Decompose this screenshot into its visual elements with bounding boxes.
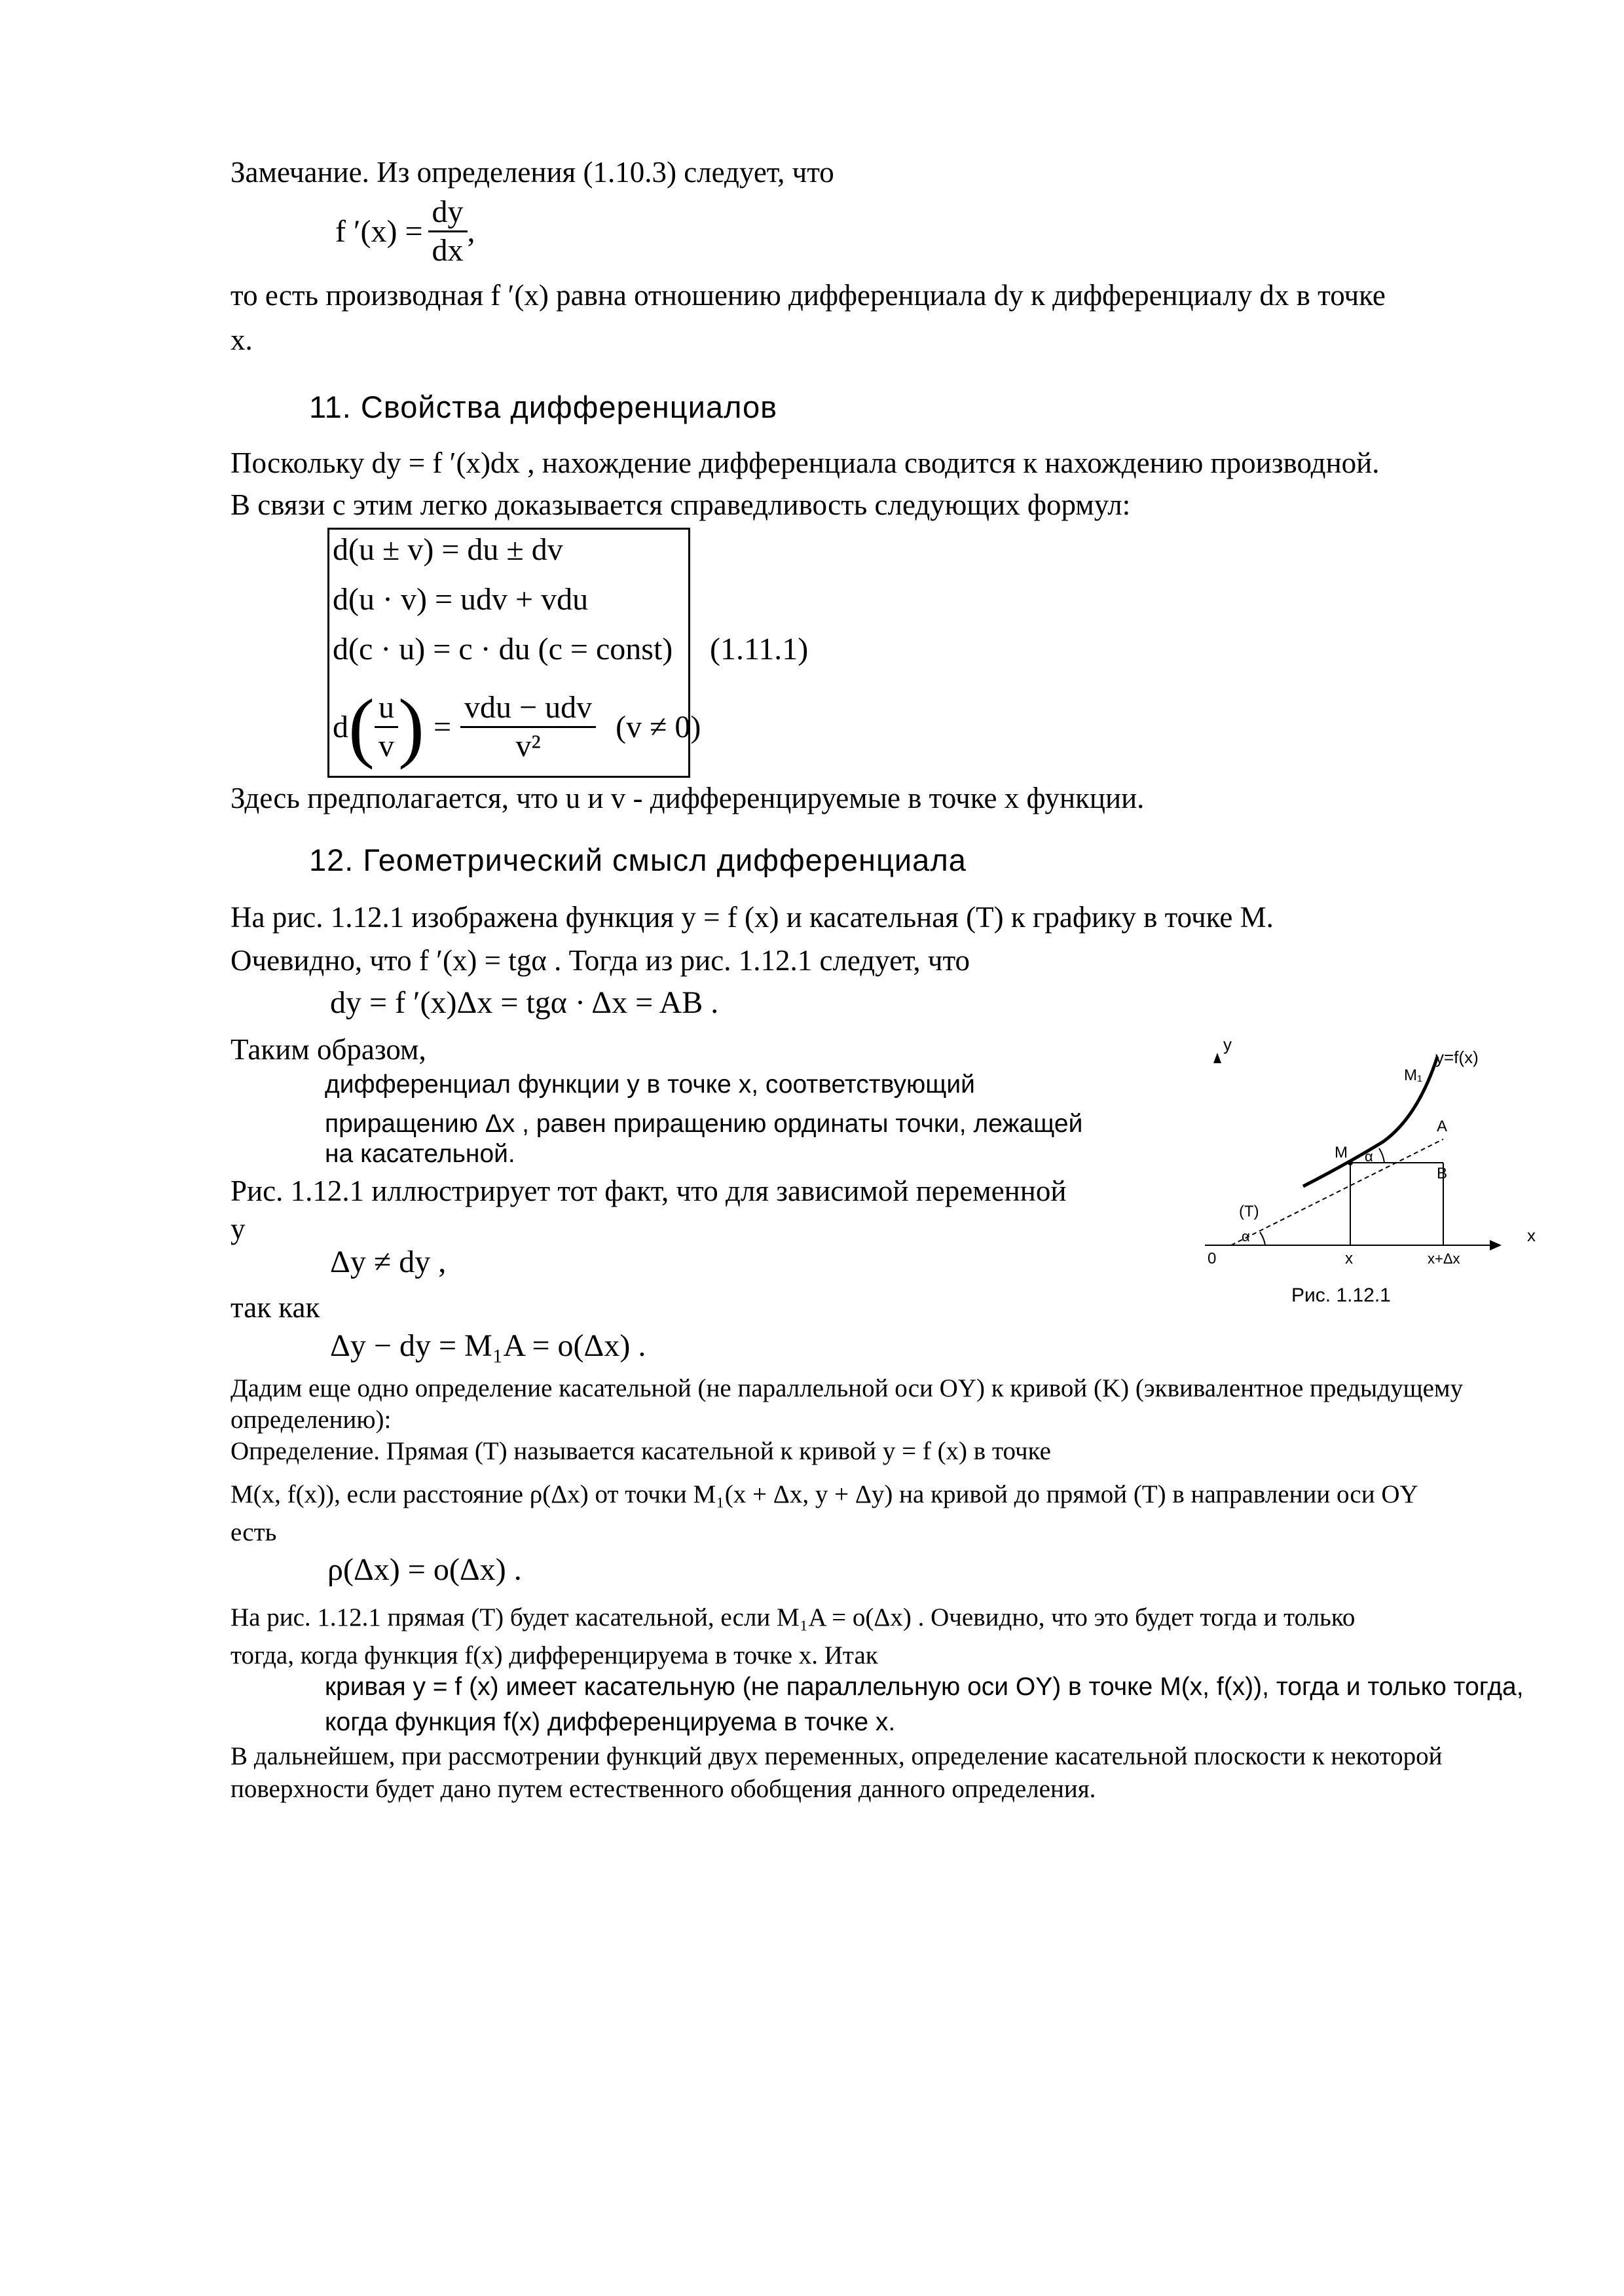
quotient-d: d (333, 709, 348, 744)
formula-lhs: f ′(x) = (335, 214, 423, 249)
formula-quotient (333, 683, 701, 770)
section-12-line1: На рис. 1.12.1 изображена функция y = f (x) и касательная (T) к графику в точке M. (231, 901, 1274, 934)
m1-label: M₁ (1404, 1066, 1423, 1084)
section-12-formula1: dy = f ′(x)Δx = tgα · Δx = AB . (330, 985, 719, 1020)
alpha-label-origin: α (1242, 1228, 1250, 1245)
section-11-heading: 11. Свойства дифференциалов (309, 390, 778, 424)
section-11-line2: В связи с этим легко доказывается справедливость следующих формул: (231, 488, 1131, 521)
quotient-condition: (v ≠ 0) (616, 709, 701, 744)
section-11-note: Здесь предполагается, что u и v - дифференцируемые в точке x функции. (231, 782, 1145, 814)
t-label: (T) (1239, 1203, 1259, 1220)
formula-product: d(u · v) = udv + vdu (333, 582, 589, 617)
a-label: A (1437, 1118, 1448, 1135)
left-paren: ( (348, 683, 375, 770)
statement-line1: дифференциал функции y в точке x, соответствующий (325, 1070, 975, 1099)
statement-line3: на касательной. (325, 1140, 515, 1168)
origin-label: 0 (1208, 1250, 1217, 1267)
quotient-eq: = (433, 709, 452, 744)
m-label: M (1335, 1144, 1348, 1161)
def-intro-line2: определению): (231, 1406, 392, 1434)
x-axis-arrow (1490, 1240, 1502, 1250)
inequality: Δy ≠ dy , (330, 1245, 447, 1279)
section-11-line1: Поскольку dy = f ′(x)dx , нахождение дифференциала сводится к нахождению производной. (231, 446, 1380, 479)
formula-tail: , (467, 214, 475, 249)
figure-tangent (1192, 1034, 1552, 1309)
formula-constant: d(c · u) = c · du (c = const) (333, 632, 673, 666)
fraction-dy-dx (428, 194, 468, 269)
fraction-numerator: dy (428, 194, 468, 232)
remark-formula (335, 194, 475, 269)
y-axis-arrow (1213, 1053, 1221, 1063)
section-12-heading: 12. Геометрический смысл дифференциала (309, 843, 967, 877)
remark-explain-line1: то есть производная f ′(x) равна отношению дифференциала dy к дифференциалу dx в точке (231, 279, 1386, 312)
fraction-denominator: dx (432, 233, 464, 268)
formula-sum: d(u ± v) = du ± dv (333, 532, 563, 567)
final-line1: В дальнейшем, при рассмотрении функций двух переменных, определение касательной плоскости к некоторой (231, 1742, 1443, 1770)
figure-caption: Рис. 1.12.1 (1291, 1285, 1391, 1306)
y-axis-label: y (1223, 1034, 1232, 1054)
def-formula: ρ(Δx) = o(Δx) . (327, 1552, 522, 1587)
conclusion-line2: тогда, когда функция f(x) дифференцируема в точке x. Итак (231, 1641, 878, 1669)
conclusion-line1: На рис. 1.12.1 прямая (T) будет касательной, если M₁A = o(Δx) . Очевидно, что это будет тогда и только (231, 1603, 1356, 1631)
def-line3: есть (231, 1518, 277, 1546)
alpha-label-m: α (1365, 1148, 1373, 1165)
fraction-v: v (378, 728, 394, 763)
formula-number: (1.11.1) (710, 632, 809, 666)
b-label: B (1437, 1165, 1448, 1182)
right-paren: ) (397, 683, 424, 770)
theorem-line2: когда функция f(x) дифференцируема в точке x. (325, 1708, 896, 1736)
illustr-line2: y (231, 1212, 246, 1245)
x-dx-tick-label: x+Δx (1428, 1250, 1460, 1267)
remark-intro: Замечание. Из определения (1.10.3) следует, что (231, 156, 834, 189)
statement-line2: приращению Δx , равен приращению ординаты точки, лежащей (325, 1110, 1083, 1138)
x-tick-label: x (1345, 1250, 1353, 1267)
section-12-thus: Таким образом, (231, 1033, 426, 1066)
remark-explain-line2: x. (231, 323, 253, 356)
angle-arc-m (1379, 1148, 1384, 1163)
fraction-quotient (460, 689, 596, 765)
point-m (1348, 1160, 1353, 1165)
fraction-u-v (375, 689, 398, 765)
illustr-line1: Рис. 1.12.1 иллюстрирует тот факт, что для зависимой переменной (231, 1175, 1067, 1207)
curve-label: y=f(x) (1435, 1048, 1479, 1067)
section-12-line2: Очевидно, что f ′(x) = tgα . Тогда из рис. 1.12.1 следует, что (231, 944, 970, 977)
final-line2: поверхности будет дано путем естественного обобщения данного определения. (231, 1775, 1096, 1803)
angle-arc-origin (1260, 1232, 1265, 1245)
def-line1: Определение. Прямая (T) называется касательной к кривой y = f (x) в точке (231, 1437, 1051, 1465)
def-intro-line1: Дадим еще одно определение касательной (не параллельной оси OY) к кривой (K) (эквивалентное предыдущему (231, 1374, 1464, 1402)
equation-m1a: Δy − dy = M₁A = o(Δx) . (330, 1328, 646, 1363)
quotient-denominator: v² (515, 728, 541, 763)
since-text: так как (231, 1291, 320, 1324)
theorem-line1: кривая y = f (x) имеет касательную (не параллельную оси OY) в точке M(x, f(x)), тогда и только тогда, (325, 1673, 1524, 1701)
def-line2: M(x, f(x)), если расстояние ρ(Δx) от точки M₁(x + Δx, y + Δy) на кривой до прямой (T) в направлении оси OY (231, 1480, 1418, 1508)
quotient-numerator: vdu − udv (460, 689, 596, 728)
fraction-u: u (375, 689, 398, 728)
x-axis-label: x (1527, 1226, 1536, 1245)
